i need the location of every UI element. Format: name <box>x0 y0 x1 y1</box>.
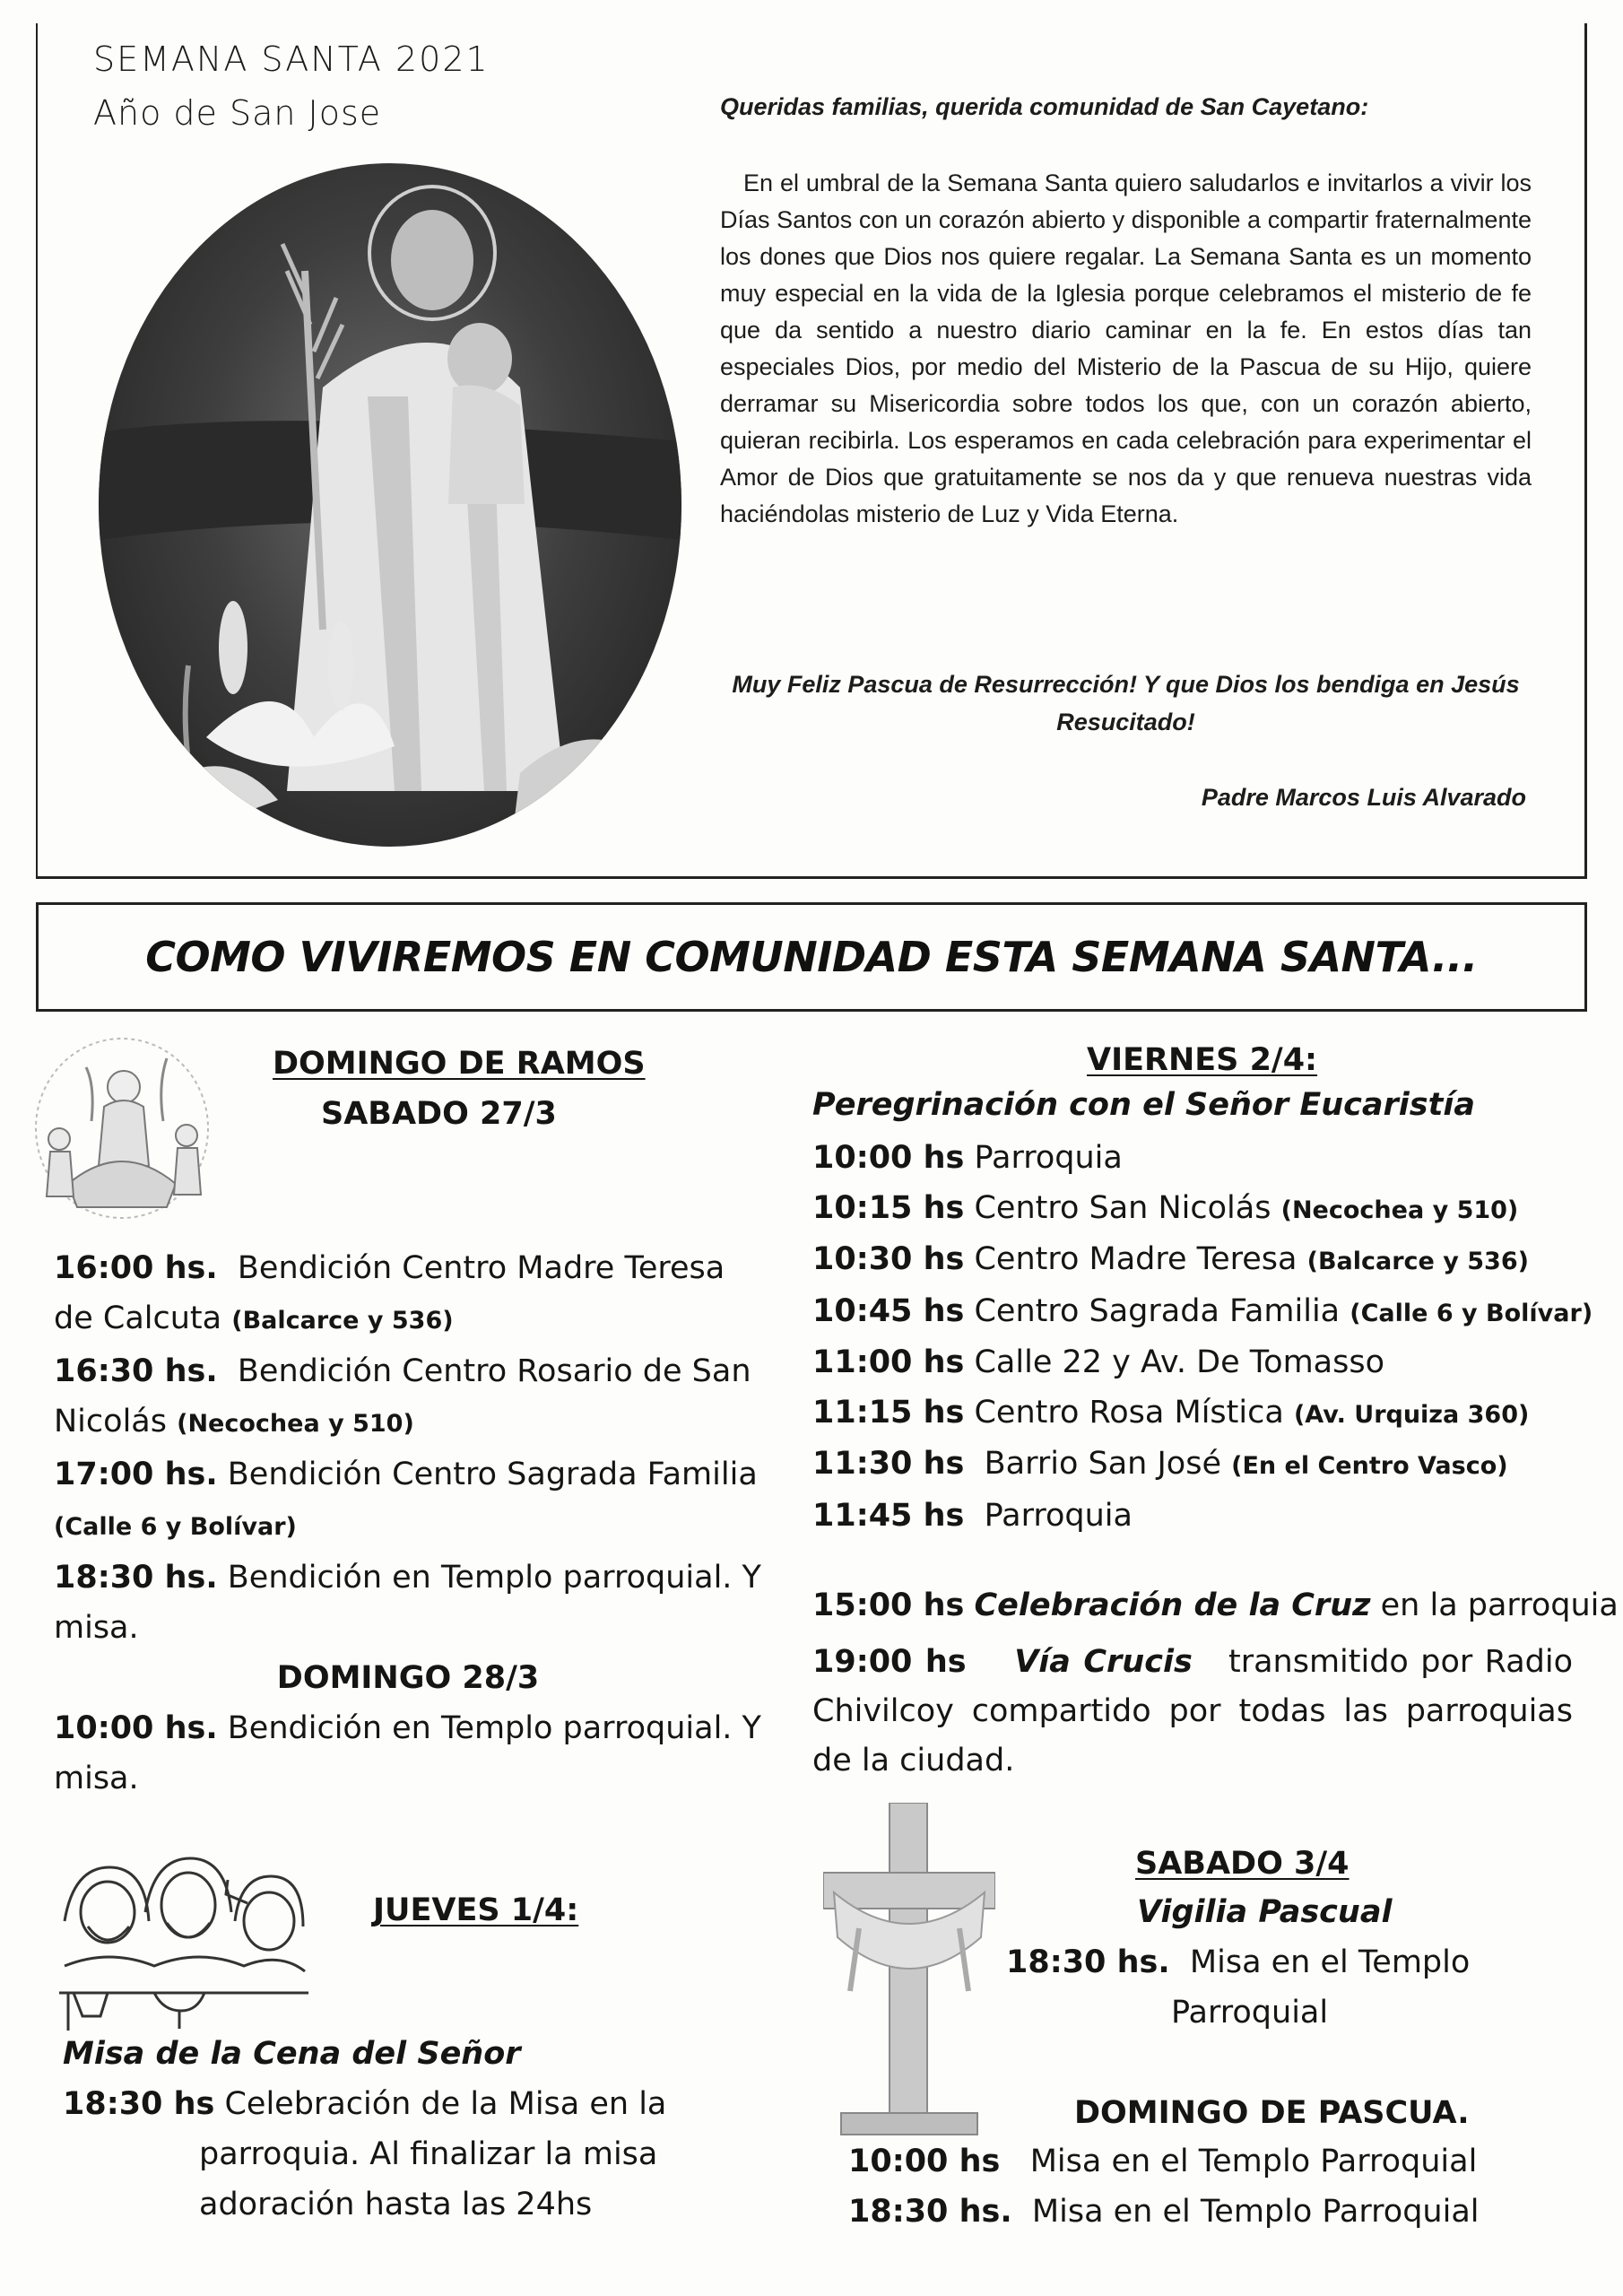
address: (Necochea y 510) <box>1280 1196 1519 1224</box>
jueves-title: Misa de la Cena del Señor <box>63 2036 521 2072</box>
jueves-item <box>63 2086 666 2122</box>
stop: Centro Madre Teresa <box>974 1241 1298 1277</box>
handwritten-title: SEMANA SANTA 2021 <box>93 39 490 79</box>
time: 10:45 hs <box>812 1292 965 1329</box>
pascua-heading: DOMINGO DE PASCUA. <box>1074 2095 1470 2131</box>
time: 10:00 hs <box>812 1140 965 1176</box>
stop: Calle 22 y Av. De Tomasso <box>974 1344 1384 1380</box>
time: 11:30 hs <box>812 1446 965 1482</box>
banner-title: COMO VIVIREMOS EN COMUNIDAD ESTA SEMANA SANTA... <box>145 933 1478 981</box>
domingo-28-heading: DOMINGO 28/3 <box>276 1660 540 1696</box>
ramos-schedule <box>54 1243 762 1804</box>
event: Bendición en Templo parroquial. Y misa. <box>54 1560 761 1646</box>
ramos-item <box>54 1552 762 1653</box>
stop: Centro Sagrada Familia <box>974 1292 1341 1329</box>
sabado-item <box>1006 1944 1470 1980</box>
sabado-heading: SABADO 3/4 <box>1135 1846 1350 1882</box>
domingo-28-item <box>54 1703 762 1804</box>
ramos-date: SABADO 27/3 <box>321 1096 557 1132</box>
stop-row <box>812 1492 1593 1542</box>
time: 17:00 hs. <box>54 1457 218 1492</box>
time: 18:30 hs. <box>1006 1944 1170 1980</box>
stop-row <box>812 1439 1593 1492</box>
jueves-item-cont: adoración hasta las 24hs <box>199 2187 593 2222</box>
stop-row <box>812 1338 1593 1388</box>
event: Misa en el Templo <box>1189 1944 1471 1980</box>
letter-closing: Muy Feliz Pascua de Resurrección! Y que Dios los bendiga en Jesús Resucitado! <box>732 671 1520 735</box>
time: 18:30 hs <box>63 2086 215 2122</box>
stop: Centro San Nicolás <box>974 1189 1271 1226</box>
via-crucis-row <box>812 1638 1573 1786</box>
event: Bendición Centro Madre Teresa de Calcuta <box>54 1250 725 1336</box>
ramos-item <box>54 1449 762 1552</box>
pascua-item <box>848 2194 1480 2230</box>
letter-salutation: Queridas familias, querida comunidad de San Cayetano: <box>720 93 1369 120</box>
title-banner <box>36 902 1587 1012</box>
time: 11:45 hs <box>812 1497 965 1534</box>
saint-cayetano-photo <box>99 163 681 847</box>
time: 18:30 hs. <box>54 1560 218 1596</box>
event: Celebración de la Misa en la <box>224 2086 667 2122</box>
address: (En el Centro Vasco) <box>1231 1452 1508 1480</box>
time: 16:30 hs. <box>54 1353 218 1389</box>
letter-body: En el umbral de la Semana Santa quiero saludarlos e invitarlos a vivir los Días Santos con un corazón abierto y disponible a compartir fraternalmente los dones que Dios nos quiere regalar. La Semana Santa es un momento muy especial en la vida de la Iglesia porque celebramos el misterio de fe que da sentido a nuestro diario caminar en la fe. En estos días tan especiales Dios, por medio del Misterio de la Pascua de su Hijo, quiere derramar su Misericordia sobre todos los que, con un corazón abierto, quieran recibirla. Los esperamos en cada celebración para experimentar el Amor de Dios que gratuitamente se nos da y que renueva nuestras vida haciéndolas misterio de Luz y Vida Eterna. <box>720 170 1532 527</box>
event-title: Celebración de la Cruz <box>974 1587 1371 1623</box>
stop-row <box>812 1287 1593 1339</box>
palm-sunday-clipart <box>32 1031 212 1225</box>
address: (Calle 6 y Bolívar) <box>1350 1299 1593 1327</box>
address: (Balcarce y 536) <box>1306 1248 1529 1275</box>
viernes-title: Peregrinación con el Señor Eucaristía <box>812 1087 1475 1123</box>
event: Bendición en Templo parroquial. Y misa. <box>54 1710 761 1796</box>
time: 10:00 hs <box>848 2144 1001 2179</box>
handwritten-subtitle: Año de San Jose <box>93 93 382 133</box>
stop: Centro Rosa Mística <box>974 1394 1284 1431</box>
stop: Parroquia <box>974 1140 1123 1176</box>
time: 10:30 hs <box>812 1241 965 1277</box>
event: en la parroquia <box>1380 1587 1619 1623</box>
cross-clipart <box>823 1803 995 2142</box>
sabado-item-cont: Parroquial <box>1171 1995 1329 2031</box>
stop-row <box>812 1388 1593 1440</box>
pascua-item <box>848 2144 1477 2179</box>
address: (Av. Urquiza 360) <box>1293 1400 1530 1429</box>
event: Bendición Centro Rosario de San Nicolás <box>54 1353 751 1439</box>
ramos-item <box>54 1243 762 1346</box>
address: (Balcarce y 536) <box>231 1307 454 1335</box>
time: 10:00 hs. <box>54 1710 218 1746</box>
event: Bendición Centro Sagrada Familia <box>227 1457 758 1492</box>
address: (Calle 6 y Bolívar) <box>54 1513 297 1541</box>
sabado-title: Vigilia Pascual <box>1137 1894 1393 1930</box>
event: Misa en el Templo Parroquial <box>1031 2194 1480 2230</box>
viernes-heading: VIERNES 2/4: <box>1087 1042 1318 1078</box>
stop-row <box>812 1134 1593 1184</box>
jueves-heading: JUEVES 1/4: <box>373 1892 579 1928</box>
time: 11:00 hs <box>812 1344 965 1380</box>
time: 10:15 hs <box>812 1189 965 1226</box>
last-supper-clipart <box>56 1840 308 2032</box>
event: transmitido por Radio Chivilcoy compartido por todas las parroquias de la ciudad. <box>812 1644 1573 1779</box>
viernes-stops <box>812 1134 1593 1541</box>
ramos-heading: DOMINGO DE RAMOS <box>273 1046 646 1082</box>
event-title: Vía Crucis <box>1014 1644 1193 1680</box>
time: 15:00 hs <box>812 1587 965 1623</box>
stop-row <box>812 1235 1593 1287</box>
stop-row <box>812 1184 1593 1236</box>
stop: Parroquia <box>984 1497 1133 1534</box>
time: 11:15 hs <box>812 1394 965 1431</box>
letter-signature: Padre Marcos Luis Alvarado <box>1201 784 1526 811</box>
jueves-item-cont: parroquia. Al finalizar la misa <box>199 2136 658 2172</box>
cruz-row <box>812 1587 1619 1623</box>
time: 19:00 hs <box>812 1644 967 1680</box>
address: (Necochea y 510) <box>177 1410 414 1438</box>
time: 16:00 hs. <box>54 1250 218 1286</box>
event: Misa en el Templo Parroquial <box>1029 2144 1478 2179</box>
time: 18:30 hs. <box>848 2194 1012 2230</box>
ramos-item <box>54 1346 762 1449</box>
stop: Barrio San José <box>984 1446 1221 1482</box>
